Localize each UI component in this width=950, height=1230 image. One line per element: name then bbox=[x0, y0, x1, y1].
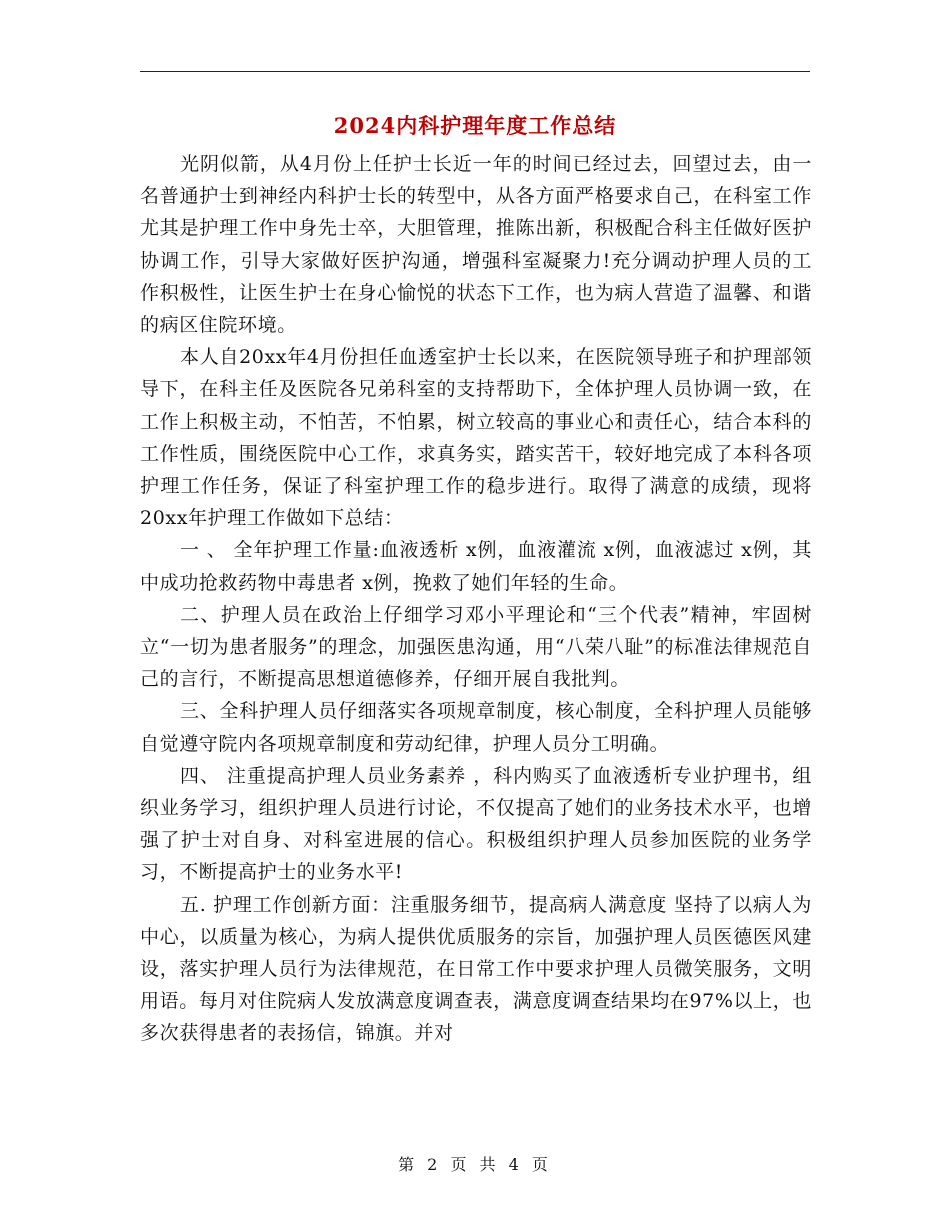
paragraph-innovation: 五. 护理工作创新方面：注重服务细节，提高病人满意度 坚持了以病人为中心，以质量为核心，为病人提供优质服务的宗旨，加强护理人员医德医风建设，落实护理人员行为法律规范，在日常工作中要求护理人员微笑服务，文明用语。每月对住院病人发放满意度调查表，满意度调查结果均在97%以上，也多次获得患者的表扬信，锦旗。并对 bbox=[140, 893, 812, 1045]
paragraph-political-study: 二、护理人员在政治上仔细学习邓小平理论和“三个代表”精神，牢固树立“一切为患者服务”的理念，加强医患沟通，用“八荣八耻”的标准法律规范自己的言行，不断提高思想道德修养，仔细开展自我批判。 bbox=[140, 603, 812, 691]
page-number: 第 2 页 共 4 页 bbox=[398, 1155, 552, 1174]
paragraph-workload: 一 、 全年护理工作量:血液透析 x例，血液灌流 x例，血液滤过 x例，其中成功抢救药物中毒患者 x例，挽救了她们年轻的生命。 bbox=[140, 539, 812, 594]
paragraph-professional-training: 四、 注重提高护理人员业务素养 ，科内购买了血液透析专业护理书，组织业务学习，组织护理人员进行讨论，不仅提高了她们的业务技术水平，也增强了护士对自身、对科室进展的信心。积极组织护理人员参加医院的业务学习，不断提高护士的业务水平! bbox=[140, 764, 812, 884]
document-body bbox=[140, 148, 812, 1050]
paragraph-intro: 光阴似箭，从4月份上任护士长近一年的时间已经过去，回望过去，由一名普通护士到神经内科护士长的转型中，从各方面严格要求自己，在科室工作尤其是护理工作中身先士卒，大胆管理，推陈出新，积极配合科主任做好医护协调工作，引导大家做好医护沟通，增强科室凝聚力!充分调动护理人员的工作积极性，让医生护士在身心愉悦的状态下工作，也为病人营造了温馨、和谐的病区住院环境。 bbox=[140, 153, 812, 337]
document-title: 2024内科护理年度工作总结 bbox=[333, 113, 617, 138]
paragraph-overview: 本人自20xx年4月份担任血透室护士长以来，在医院领导班子和护理部领导下，在科主任及医院各兄弟科室的支持帮助下，全体护理人员协调一致，在工作上积极主动，不怕苦，不怕累，树立较高的事业心和责任心，结合本科的工作性质，围绕医院中心工作，求真务实，踏实苦干，较好地完成了本科各项护理工作任务，保证了科室护理工作的稳步进行。取得了满意的成绩，现将20xx年护理工作做如下总结： bbox=[140, 346, 812, 530]
paragraph-regulations: 三、全科护理人员仔细落实各项规章制度，核心制度，全科护理人员能够自觉遵守院内各项规章制度和劳动纪律，护理人员分工明确。 bbox=[140, 700, 812, 755]
header-rule bbox=[140, 71, 810, 72]
